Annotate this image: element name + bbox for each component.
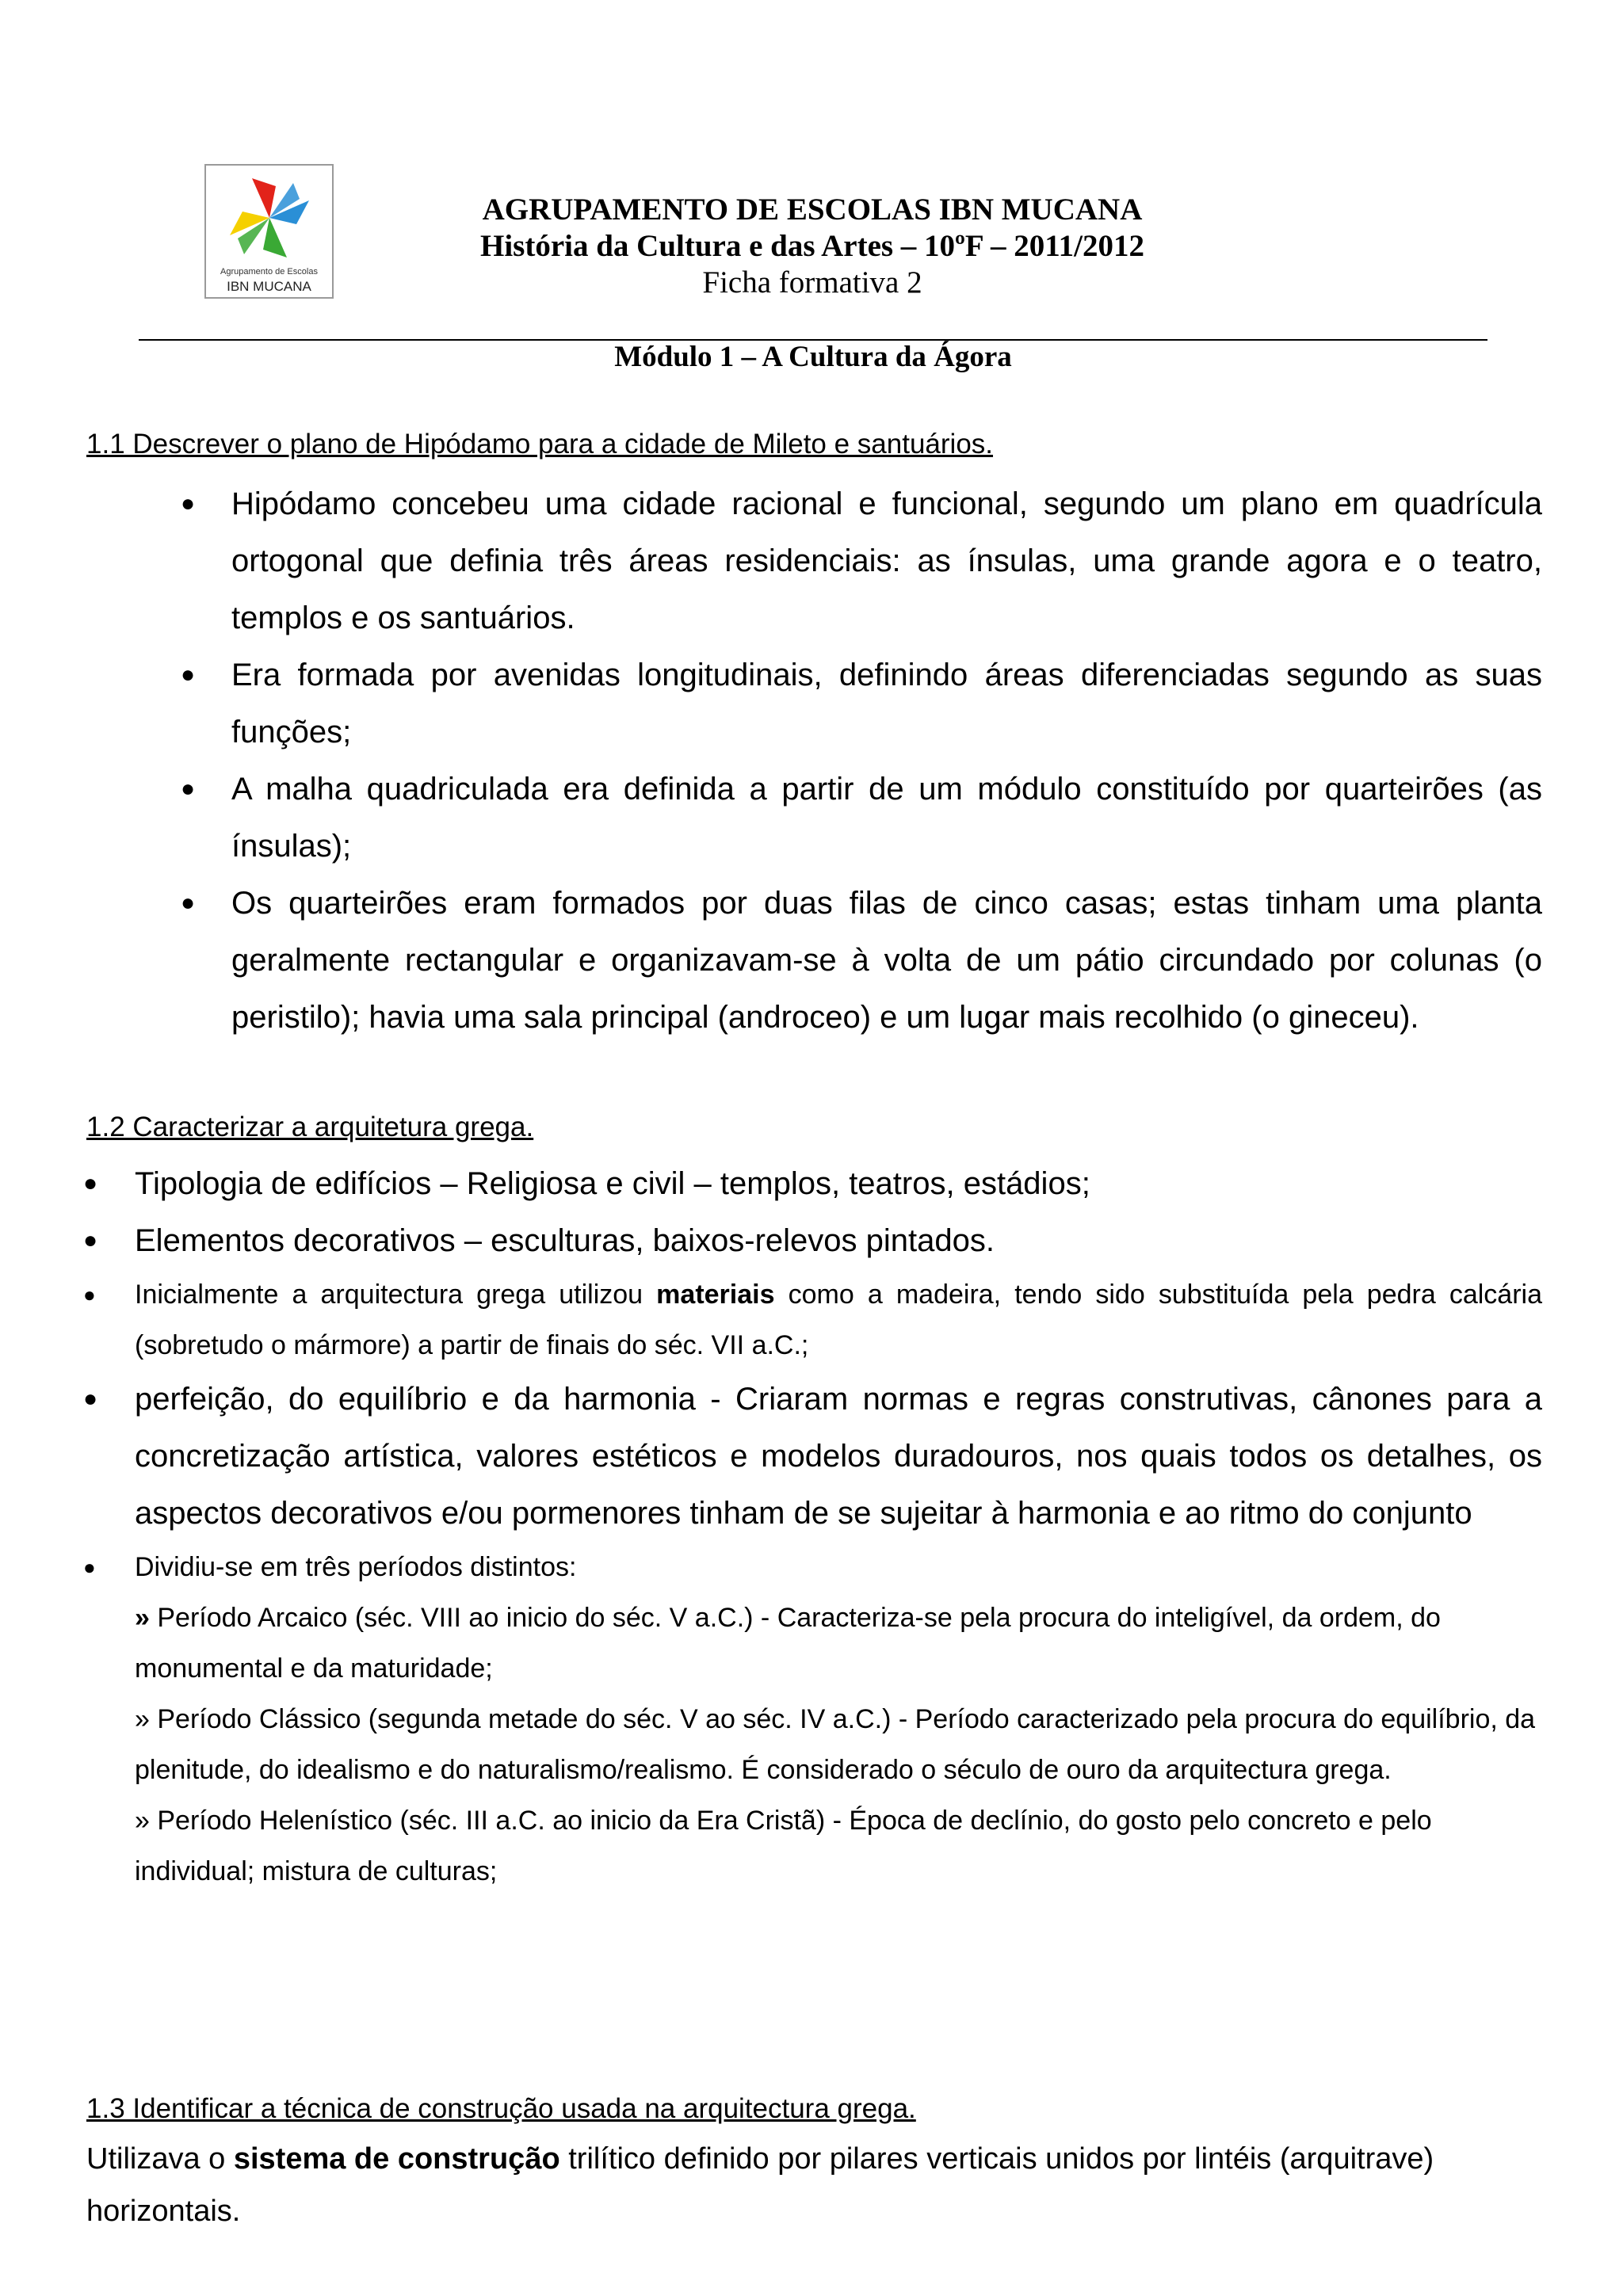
sheet-title: Ficha formativa 2 [702, 265, 922, 299]
school-logo [204, 164, 334, 299]
section-1-2-title: 1.2 Caracterizar a arquitetura grega. [86, 1112, 534, 1142]
list-item [181, 761, 1542, 875]
list-item [83, 1155, 1542, 1212]
list-item-text: Era formada por avenidas longitudinais, definindo áreas diferenciadas segundo as suas funções; [231, 658, 1542, 749]
bullet-icon: ● [181, 890, 196, 916]
periods-intro: Dividiu-se em três períodos distintos: [135, 1552, 577, 1582]
period-arcaico [135, 1592, 1542, 1694]
list-item [181, 875, 1542, 1046]
paragraph-text-bold: sistema de construção [233, 2142, 560, 2176]
module-title: Módulo 1 – A Cultura da Ágora [614, 341, 1012, 373]
bullet-icon: ● [83, 1170, 98, 1196]
list-item-text: perfeição, do equilíbrio e da harmonia - Criaram normas e regras construtivas, cânones para a concretização artística, valores estéticos e modelos duradouros, nos quais todos os detalhes, os aspectos decorativos e/ou pormenores tinham de se sujeitar à harmonia e ao ritmo do conjunto [135, 1382, 1542, 1531]
logo-caption-small: Agrupamento de Escolas [220, 267, 318, 277]
period-helenistico: » Período Helenístico (séc. III a.C. ao inicio da Era Cristã) - Época de declínio, do gosto pelo concreto e pelo individual; mistura de culturas; [135, 1806, 1432, 1886]
list-item [83, 1269, 1543, 1371]
logo-pinwheel-icon [220, 172, 319, 265]
school-name: AGRUPAMENTO DE ESCOLAS IBN MUCANA [482, 193, 1143, 227]
materials-text-bold: materiais [656, 1280, 775, 1310]
bullet-icon: ● [83, 1227, 98, 1253]
list-item-text: Hipódamo concebeu uma cidade racional e funcional, segundo um plano em quadrícula ortogonal que definia três áreas residenciais: as ínsulas, uma grande agora e o teatro, templos e os santuários. [231, 486, 1542, 635]
bullet-icon: ● [83, 1386, 98, 1412]
section-1-1-list [181, 475, 1542, 1046]
period-arcaico-text: Período Arcaico (séc. VIII ao inicio do séc. V a.C.) - Caracteriza-se pela procura do inteligível, da ordem, do monumental e da maturidade; [135, 1603, 1441, 1684]
course-title: História da Cultura e das Artes – 10ºF – 2011/2012 [479, 229, 1144, 263]
section-1-3-title: 1.3 Identificar a técnica de construção usada na arquitectura grega. [86, 2093, 916, 2124]
list-item [83, 1212, 1542, 1269]
list-item [83, 1371, 1542, 1542]
list-item [83, 1542, 1542, 1897]
list-item-text: Os quarteirões eram formados por duas filas de cinco casas; estas tinham uma planta geralmente rectangular e organizavam-se à volta de um pátio circundado por colunas (o peristilo); havia uma sala principal (androceo) e um lugar mais recolhido (o gineceu). [231, 886, 1542, 1035]
bullet-icon: ● [83, 1555, 96, 1579]
section-1-3-paragraph [86, 2133, 1542, 2237]
list-item [181, 646, 1542, 761]
bullet-icon: ● [181, 490, 196, 517]
period-classico: » Período Clássico (segunda metade do séc. V ao séc. IV a.C.) - Período caracterizado pela procura do equilíbrio, da plenitude, do idealismo e do naturalismo/realismo. É considerado o século de ouro da arquitectura grega. [135, 1704, 1536, 1785]
materials-text-pre: Inicialmente a arquitectura grega utilizou [135, 1280, 657, 1310]
list-item [181, 475, 1542, 646]
paragraph-text-last: horizontais. [86, 2195, 241, 2228]
bullet-icon: ● [83, 1283, 96, 1306]
list-item-text: Elementos decorativos – esculturas, baixos-relevos pintados. [135, 1223, 995, 1258]
logo-caption-large: IBN MUCANA [227, 279, 311, 294]
bullet-icon: ● [181, 662, 196, 688]
document-header [341, 192, 1284, 301]
materials-text-post: como a madeira, tendo sido substituída pela pedra calcária (sobretudo o mármore) a partir de finais do séc. VII a.C.; [135, 1280, 1543, 1360]
paragraph-text-pre: Utilizava o [86, 2142, 234, 2176]
list-item-text: Tipologia de edifícios – Religiosa e civil – templos, teatros, estádios; [135, 1166, 1090, 1201]
list-item-text: A malha quadriculada era definida a partir de um módulo constituído por quarteirões (as ínsulas); [231, 772, 1542, 864]
period-marker: » [135, 1603, 150, 1633]
section-1-1-title: 1.1 Descrever o plano de Hipódamo para a cidade de Mileto e santuários. [86, 429, 994, 460]
bullet-icon: ● [181, 776, 196, 802]
paragraph-text-post: trilítico definido por pilares verticais unidos por lintéis (arquitrave) [559, 2142, 1434, 2176]
section-1-2-list [83, 1155, 1543, 1897]
